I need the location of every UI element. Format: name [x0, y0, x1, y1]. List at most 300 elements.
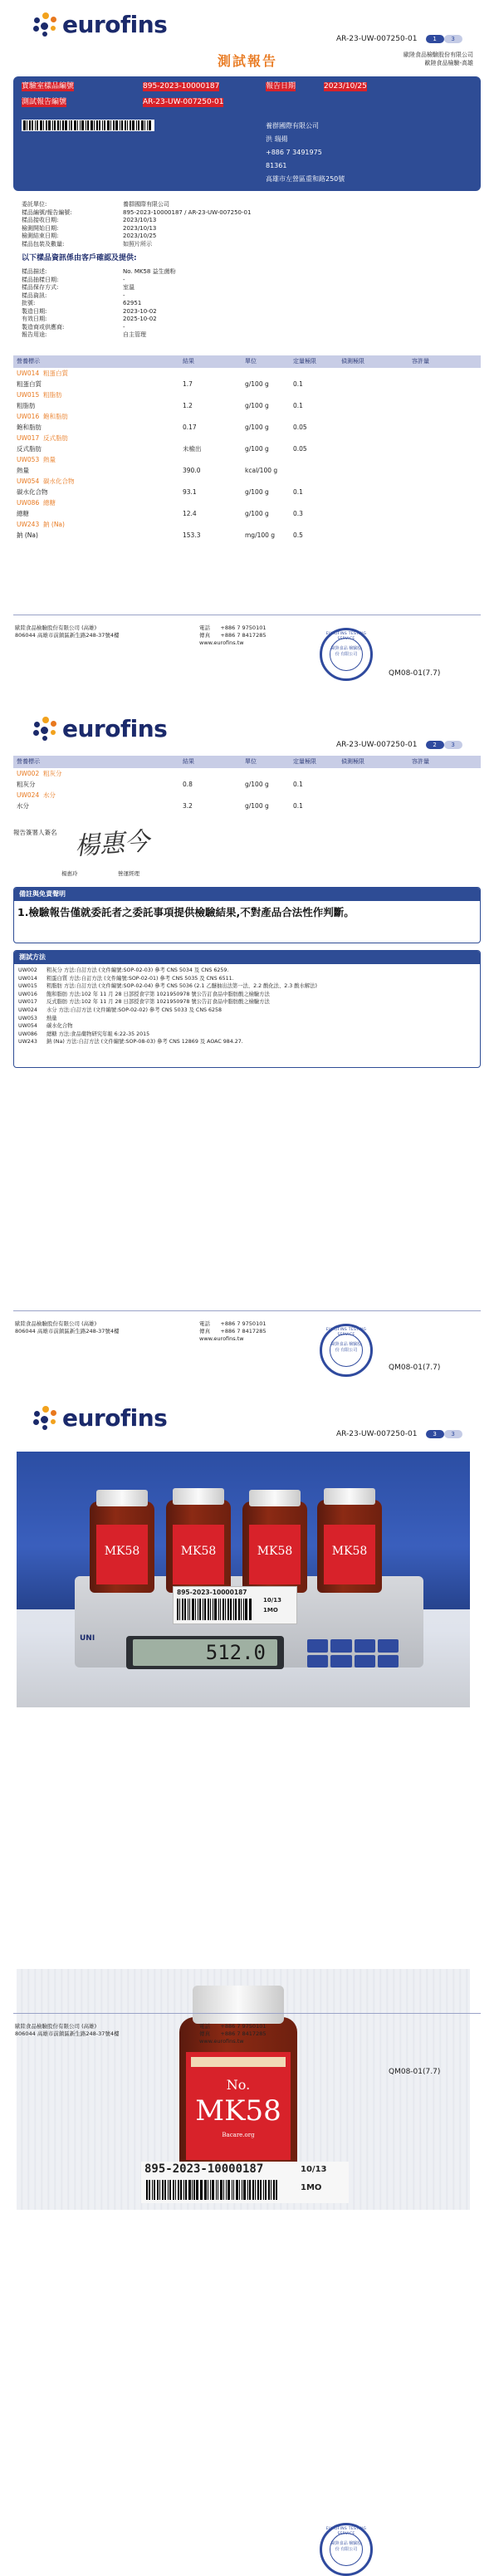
info-label: 製造商或供應商:	[22, 323, 65, 331]
info-label: 樣品保存方式:	[22, 284, 59, 291]
cell-empty	[338, 379, 408, 389]
cell-empty	[338, 530, 408, 541]
cell-empty	[408, 465, 481, 476]
info-label: 樣品描述:	[22, 268, 47, 275]
report-no: AR-23-UW-007250-01	[143, 98, 224, 106]
cell-item: 粗蛋白質	[17, 380, 42, 388]
method-code-row	[13, 497, 481, 508]
barcode-bar	[243, 1599, 245, 1620]
page-total: 3	[444, 35, 462, 43]
method-code: UW086	[18, 1031, 37, 1037]
barcode-bar	[220, 2180, 223, 2200]
barcode-bar	[198, 1599, 199, 1620]
page-indicator: 1	[426, 35, 444, 43]
cell-loq: 0.05	[293, 423, 307, 431]
method-text: 總糖 方法:食品藥物研究年報 6:22-35 2015	[46, 1031, 150, 1037]
client-section-title: 以下樣品資訊係由客戶確認及提供:	[22, 254, 137, 262]
barcode-bar	[192, 2180, 193, 2200]
footer-company-name: 歐陸食品檢驗股份有限公司 (高雄)	[15, 1320, 97, 1327]
cell-item: 熱量	[17, 466, 29, 474]
barcode-bar	[104, 120, 105, 130]
barcode-bar	[141, 120, 144, 130]
barcode-bar	[54, 120, 56, 130]
barcode-bar	[182, 1599, 183, 1620]
brand-name: eurofins	[62, 11, 168, 38]
info-value: 2023/10/25	[123, 233, 157, 239]
barcode-bar	[71, 120, 72, 130]
footer-fax: +886 7 8417285	[220, 1328, 267, 1335]
method-code: UW014	[18, 975, 37, 982]
info-label: 樣品接收日期:	[22, 217, 59, 223]
cell-result: 未檢出	[183, 444, 202, 453]
method-name: 碳水化合物	[43, 477, 75, 485]
info-label: 有效日期:	[22, 316, 47, 322]
method-code-row	[13, 368, 481, 379]
footer-tel: +886 7 9750101	[220, 624, 267, 631]
cell-item: 飽和脂肪	[17, 423, 42, 431]
table-row	[13, 465, 481, 476]
barcode-bar	[23, 120, 26, 130]
cell-item: 粗脂肪	[17, 401, 36, 409]
sample-photo-bottle	[17, 1969, 470, 2210]
barcode-bar	[60, 120, 61, 130]
barcode-bar	[213, 1599, 214, 1620]
barcode-bar	[136, 120, 137, 130]
company-seal	[320, 2523, 373, 2576]
barcode-bar	[180, 2180, 183, 2200]
info-label: 樣品包裝及數量:	[22, 240, 65, 247]
method-text: 飽和脂肪 方法:102 年 11 月 28 日部授食字第 1021950978 號公告訂食品中脂肪酸之檢驗方法	[46, 991, 270, 997]
footer-fax-label: 傳真	[199, 632, 210, 639]
table-row	[13, 508, 481, 519]
barcode-bar	[249, 1599, 250, 1620]
report-date-label: 報告日期	[266, 82, 296, 91]
method-code: UW016	[17, 412, 40, 420]
barcode-bar	[216, 2180, 217, 2200]
footer-fax-label: 傳真	[199, 1328, 210, 1335]
barcode-bar	[218, 2180, 219, 2200]
barcode-bar	[273, 2180, 275, 2200]
barcode-bar	[81, 120, 84, 130]
signer-title: 營運經理	[118, 870, 139, 877]
sample-tag-barcode	[146, 2180, 279, 2200]
bottle-cap	[324, 1488, 375, 1505]
sample-info-list	[22, 201, 354, 248]
barcode-bar	[175, 2180, 176, 2200]
lab-identity	[404, 51, 473, 67]
eurofins-logo-icon	[33, 717, 58, 742]
barcode-bar	[179, 1599, 180, 1620]
barcode-bar	[227, 1599, 229, 1620]
cell-empty	[408, 508, 481, 519]
barcode-bar	[127, 120, 128, 130]
brand-name: eurofins	[62, 1404, 168, 1432]
cell-loq: 0.1	[293, 380, 303, 388]
info-value: No. MK58 益生菌粉	[123, 268, 176, 275]
barcode-bar	[208, 1599, 209, 1620]
footer-web: www.eurofins.tw	[199, 2038, 244, 2045]
cell-unit: kcal/100 g	[245, 466, 278, 474]
barcode-bar	[115, 120, 118, 130]
table-row	[13, 530, 481, 541]
sample-tag-barcode	[177, 1599, 253, 1620]
barcode-bar	[62, 120, 64, 130]
barcode-bar	[239, 2180, 240, 2200]
barcode-bar	[189, 1599, 191, 1620]
sample-photo-scale	[17, 1452, 470, 1707]
footer-company	[15, 624, 120, 639]
footer-fax: +886 7 8417285	[220, 2030, 267, 2037]
client-address-block	[266, 120, 345, 186]
method-row	[18, 975, 476, 983]
brand-name: eurofins	[62, 715, 168, 742]
sample-no-label: 實驗室樣品編號	[22, 82, 75, 91]
method-code-row	[13, 519, 481, 530]
disclaimer-text: 1.檢驗報告僅就委託者之委託事項提供檢驗結果,不對產品合法性作判斷。	[17, 906, 355, 918]
method-code: UW015	[18, 983, 37, 990]
method-code: UW053	[17, 455, 40, 463]
cell-item: 鈉 (Na)	[17, 531, 38, 539]
sample-tag-number: 895-2023-10000187	[177, 1589, 247, 1596]
barcode-bar	[102, 120, 103, 130]
cell-unit: g/100 g	[245, 423, 269, 431]
cell-empty	[338, 443, 408, 454]
methods-list	[14, 964, 480, 1049]
barcode-bar	[144, 120, 145, 130]
report-number-row	[336, 741, 462, 750]
bottle-label-brand: No.	[226, 2077, 251, 2093]
sample-tag-number: 895-2023-10000187	[144, 2162, 264, 2176]
client-info-list	[22, 268, 354, 340]
barcode-bar	[57, 120, 60, 130]
col-header-unit: 單位	[242, 756, 290, 768]
cell-result: 1.7	[183, 380, 193, 388]
cell-loq: 0.5	[293, 531, 303, 539]
method-code: UW002	[18, 967, 37, 973]
cell-empty	[408, 801, 481, 811]
method-row	[18, 967, 476, 975]
cell-unit: g/100 g	[245, 780, 269, 788]
barcode-bar	[96, 120, 98, 130]
barcode-bar	[132, 120, 135, 130]
sample-no: 895-2023-10000187	[143, 82, 220, 91]
barcode-bar	[121, 120, 123, 130]
sample-info	[22, 201, 354, 248]
cell-empty	[338, 422, 408, 433]
method-code-row	[13, 389, 481, 400]
info-label: 樣品抽樣日期:	[22, 276, 59, 283]
method-name: 鈉 (Na)	[43, 520, 65, 528]
sample-tag-date: 10/13	[263, 1597, 282, 1604]
cell-empty	[408, 779, 481, 790]
methods-panel	[13, 950, 481, 1068]
footer-contact	[199, 2023, 266, 2045]
method-row	[18, 982, 476, 991]
eurofins-logo-icon	[33, 1406, 58, 1431]
seal-center-text: 歐陸食品 檢驗股份 有限公司	[330, 2533, 363, 2566]
col-header-result: 結果	[179, 756, 242, 768]
footer-divider	[13, 1310, 481, 1311]
cell-loq	[290, 465, 338, 476]
method-code: UW024	[18, 1006, 37, 1013]
barcode-bar	[241, 1599, 242, 1620]
info-value: 養群國際有限公司	[123, 201, 169, 208]
scale-brand: UNI	[80, 1634, 95, 1643]
report-number-row	[336, 35, 462, 44]
cell-unit: g/100 g	[245, 801, 269, 810]
info-label: 委託單位:	[22, 201, 47, 208]
signature: 楊惠今	[73, 826, 151, 862]
method-code: UW017	[17, 433, 40, 442]
seal-center-text: 歐陸食品 檢驗股份 有限公司	[330, 638, 363, 671]
method-code: UW243	[17, 520, 40, 528]
method-code: UW002	[17, 769, 40, 777]
bottle-label-text: MK58	[104, 1545, 140, 1558]
info-value: 2023/10/13	[123, 217, 157, 223]
client-zip: 81361	[266, 162, 287, 169]
col-header-tolerance: 容許量	[408, 355, 481, 368]
table-row	[13, 400, 481, 411]
col-header-item: 營養標示	[13, 355, 179, 368]
barcode-bar	[242, 2180, 243, 2200]
cell-unit: g/100 g	[245, 401, 269, 409]
col-header-tolerance: 容許量	[408, 756, 481, 768]
method-text: 水分 方法:自訂方法 (文件編號:SOP-02-02) 參考 CNS 5033 及 CNS 6258	[46, 1006, 223, 1013]
footer-company	[15, 2023, 120, 2038]
cell-empty	[338, 487, 408, 497]
info-value: 如照片所示	[123, 240, 152, 247]
cell-result: 3.2	[183, 801, 193, 810]
cell-unit: g/100 g	[245, 444, 269, 453]
barcode-bar	[169, 2180, 171, 2200]
footer-fax: +886 7 8417285	[220, 632, 267, 639]
cell-unit: g/100 g	[245, 380, 269, 388]
barcode-bar	[185, 2180, 187, 2200]
barcode-bar	[250, 1599, 252, 1620]
cell-loq: 0.1	[293, 780, 303, 788]
method-row	[18, 991, 476, 999]
barcode-bar	[173, 2180, 175, 2200]
barcode-bar	[204, 1599, 206, 1620]
barcode-bar	[94, 120, 95, 130]
eurofins-logo	[33, 714, 167, 743]
info-value: -	[123, 291, 125, 299]
bottle-cap	[173, 1488, 224, 1505]
barcode-bar	[247, 2180, 248, 2200]
col-header-result: 結果	[179, 355, 242, 368]
barcode-bar	[204, 2180, 207, 2200]
footer-tel-label: 電話	[199, 1320, 210, 1327]
disclaimer-panel	[13, 887, 481, 943]
method-row	[18, 1038, 476, 1046]
cell-result: 12.4	[183, 509, 197, 517]
barcode-bar	[210, 1599, 211, 1620]
table-row	[13, 487, 481, 497]
info-label: 檢測開始日期:	[22, 224, 59, 232]
results-table	[13, 355, 481, 541]
cell-empty	[408, 530, 481, 541]
cell-result: 390.0	[183, 466, 201, 474]
cell-empty	[408, 443, 481, 454]
results-table-page-2	[13, 756, 481, 811]
barcode-bar	[177, 1599, 179, 1620]
scale-keypad	[307, 1639, 399, 1668]
bottle-cap	[249, 1490, 301, 1506]
methods-title: 測試方法	[14, 951, 480, 964]
barcode-bar	[168, 2180, 169, 2200]
method-name: 總糖	[43, 498, 56, 507]
barcode-bar	[230, 1599, 232, 1620]
info-value: 室溫	[123, 284, 135, 291]
barcode-bar	[233, 1599, 234, 1620]
barcode-bar	[255, 2180, 256, 2200]
barcode-bar	[268, 2180, 271, 2200]
footer-contact	[199, 1320, 266, 1343]
barcode-bar	[226, 2180, 227, 2200]
barcode-bar	[29, 120, 31, 130]
scale-reading: 512.0	[133, 1639, 277, 1666]
cell-item: 總糖	[17, 509, 29, 517]
signer-name: 楊惠玲	[61, 870, 78, 877]
barcode-bar	[110, 120, 111, 130]
table-row	[13, 779, 481, 790]
barcode-bar	[233, 2180, 235, 2200]
barcode-bar	[223, 1599, 224, 1620]
info-label: 檢測結束日期:	[22, 233, 59, 239]
method-row	[18, 1015, 476, 1023]
method-code: UW054	[17, 477, 40, 485]
barcode-bar	[200, 2180, 201, 2200]
barcode-bar	[263, 2180, 264, 2200]
method-code: UW086	[17, 498, 40, 507]
cell-result: 1.2	[183, 401, 193, 409]
method-name: 水分	[43, 791, 56, 799]
cell-empty	[408, 422, 481, 433]
method-code: UW054	[18, 1023, 37, 1030]
barcode-bar	[159, 2180, 160, 2200]
page-total: 3	[444, 741, 462, 749]
bottle-label-name: MK58	[195, 2094, 281, 2128]
barcode-bar	[65, 120, 67, 130]
info-label: 報告用途:	[22, 331, 47, 338]
table-row	[13, 443, 481, 454]
barcode-bar	[220, 1599, 222, 1620]
table-header-row	[13, 756, 481, 768]
report-page-2	[0, 689, 494, 1385]
cell-empty	[338, 465, 408, 476]
method-name: 反式脂肪	[43, 433, 69, 442]
report-header-box	[13, 76, 481, 191]
barcode-bar	[260, 2180, 262, 2200]
info-value: 2023-10-02	[123, 307, 157, 315]
sample-tag	[173, 1586, 297, 1624]
method-name: 熱量	[43, 455, 56, 463]
info-label: 製造日期:	[22, 307, 47, 315]
report-title: 測試報告	[218, 53, 278, 69]
barcode-bar	[210, 2180, 212, 2200]
barcode-bar	[195, 1599, 196, 1620]
barcode-bar	[147, 120, 149, 130]
bottle-label-text: MK58	[180, 1545, 217, 1558]
cell-empty	[338, 508, 408, 519]
cell-result: 93.1	[183, 487, 197, 496]
barcode-bar	[149, 120, 151, 130]
disclaimer-title: 備註與免責聲明	[14, 888, 480, 901]
cell-empty	[408, 379, 481, 389]
info-value: -	[123, 323, 125, 331]
cell-item: 粗灰分	[17, 780, 36, 788]
sample-tag-qty: 1MO	[263, 1607, 278, 1614]
footer-address: 806044 高雄市前鎮區新生路248-37號4樓	[15, 632, 120, 639]
barcode-bar	[192, 1599, 193, 1620]
bottle-cap	[96, 1490, 148, 1506]
barcode-bar	[87, 120, 89, 130]
barcode-bar	[48, 120, 51, 130]
footer-address: 806044 高雄市前鎮區新生路248-37號4樓	[15, 2030, 120, 2037]
cell-empty	[338, 400, 408, 411]
method-text: 粗灰分 方法:自訂方法 (文件編號:SOP-02-03) 參考 CNS 5034 及 CNS 6259.	[46, 967, 229, 973]
table-row	[13, 422, 481, 433]
method-name: 粗灰分	[43, 769, 62, 777]
method-row	[18, 998, 476, 1006]
barcode-bar	[80, 120, 81, 130]
report-number-row	[336, 1430, 462, 1439]
barcode-bar	[40, 120, 42, 130]
cell-loq: 0.3	[293, 509, 303, 517]
method-text: 熱量	[46, 1015, 57, 1021]
method-row	[18, 1022, 476, 1031]
client-contact: 洪 瑞揚	[266, 135, 288, 143]
barcode-bar	[90, 120, 93, 130]
eurofins-logo-icon	[33, 12, 58, 37]
info-value: 2025-10-02	[123, 316, 157, 322]
barcode-bar	[243, 2180, 246, 2200]
method-code-row	[13, 476, 481, 487]
barcode-bar	[245, 1599, 247, 1620]
method-code: UW015	[17, 390, 40, 399]
report-page-3	[0, 1385, 494, 2552]
cell-unit: g/100 g	[245, 487, 269, 496]
footer-web: www.eurofins.tw	[199, 1335, 244, 1342]
eurofins-logo	[33, 10, 167, 39]
col-header-unit: 單位	[242, 355, 290, 368]
page-indicator: 3	[426, 1430, 444, 1438]
cell-empty	[408, 487, 481, 497]
col-header-loq: 定量極限	[290, 355, 338, 368]
bottle-label-text: MK58	[331, 1545, 368, 1558]
barcode-bar	[37, 120, 38, 130]
report-date: 2023/10/25	[324, 82, 367, 91]
barcode-bar	[146, 2180, 148, 2200]
report-no-label: 測試報告編號	[22, 98, 67, 106]
method-code: UW016	[18, 991, 37, 997]
bottle-label-banner	[191, 2057, 286, 2067]
barcode-bar	[223, 2180, 224, 2200]
barcode-bar	[238, 1599, 240, 1620]
eurofins-logo	[33, 1403, 167, 1432]
col-header-loq: 定量極限	[290, 756, 338, 768]
method-text: 鈉 (Na) 方法:自訂方法 (文件編號:SOP-08-03) 參考 CNS 12869 及 AOAC 984.27.	[46, 1039, 243, 1046]
info-label: 批號:	[22, 300, 36, 306]
footer-tel-label: 電話	[199, 624, 210, 631]
table-header-row	[13, 355, 481, 368]
bottle-label-text: MK58	[257, 1545, 293, 1558]
cell-loq: 0.1	[293, 487, 303, 496]
info-label: 樣品編號/報告編號:	[22, 208, 72, 216]
sample-tag	[141, 2162, 349, 2203]
report-number: AR-23-UW-007250-01	[336, 35, 418, 43]
client-info	[22, 268, 354, 340]
